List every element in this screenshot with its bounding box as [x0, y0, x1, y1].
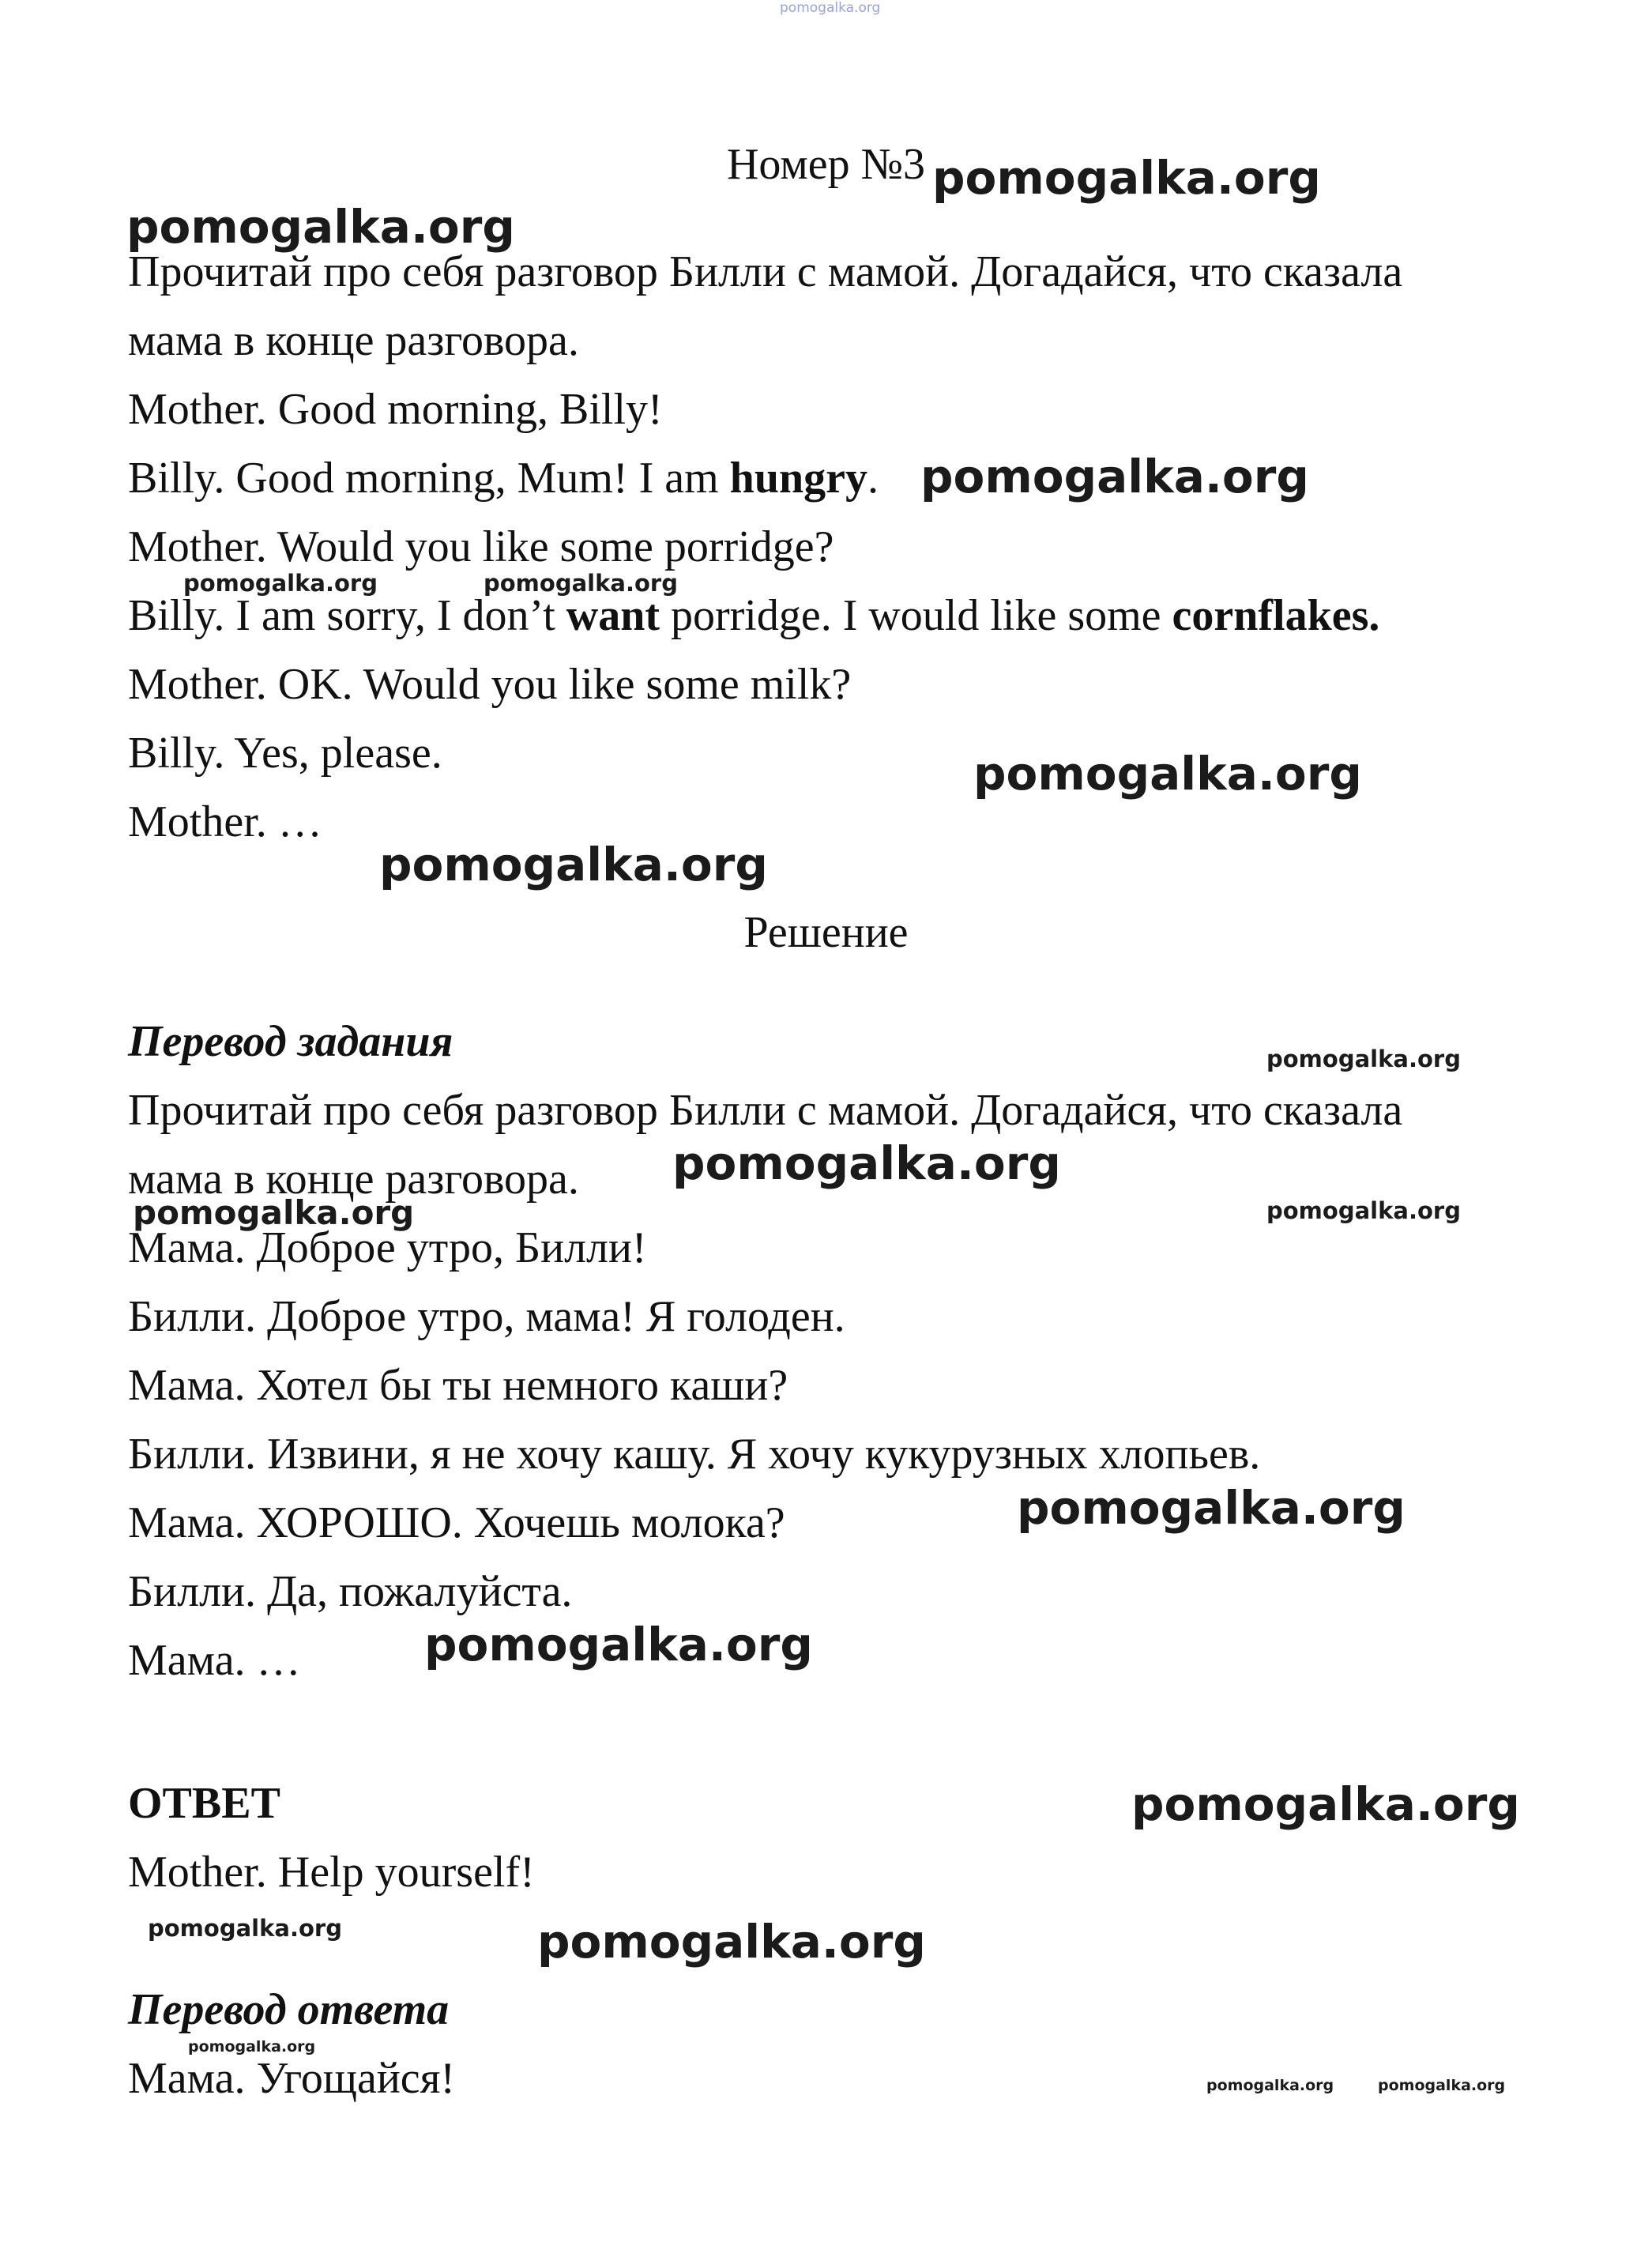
translation-heading: Перевод задания [128, 1017, 453, 1066]
translation-line-6: Билли. Да, пожалуйста. [128, 1567, 573, 1616]
dialogue-line-3: Mother. Would you like some porridge? [128, 522, 834, 571]
translation-instruction-line-2: мама в конце разговора. [128, 1155, 579, 1204]
translation-line-4: Билли. Извини, я не хочу кашу. Я хочу кукурузных хлопьев. [128, 1430, 1261, 1479]
watermark: pomogalka.org [932, 151, 1321, 205]
solution-label: Решение [743, 908, 909, 957]
watermark: pomogalka.org [183, 570, 378, 597]
watermark: pomogalka.org [188, 2038, 316, 2055]
bold-word-hungry: hungry [729, 454, 867, 503]
answer-heading: ОТВЕТ [128, 1779, 280, 1828]
watermark: pomogalka.org [424, 1618, 813, 1671]
watermark: pomogalka.org [672, 1136, 1061, 1190]
page-title: Номер №3 [726, 140, 926, 189]
watermark: pomogalka.org [1131, 1777, 1520, 1831]
dialogue-line-7: Mother. … [128, 797, 322, 846]
watermark: pomogalka.org [484, 570, 678, 597]
watermark: pomogalka.org [148, 1915, 342, 1942]
bold-word-cornflakes: cornflakes. [1172, 591, 1380, 640]
translation-line-5: Мама. ХОРОШО. Хочешь молока? [128, 1498, 785, 1547]
watermark: pomogalka.org [1266, 1197, 1461, 1224]
dialogue-line-2: Billy. Good morning, Mum! I am hungry. [128, 454, 879, 503]
dialogue-line-5: Mother. OK. Would you like some milk? [128, 660, 852, 709]
watermark: pomogalka.org [1206, 2077, 1334, 2094]
task-instruction-line-1: Прочитай про себя разговор Билли с мамой. Догадайся, что сказала [128, 247, 1403, 296]
translation-line-2: Билли. Доброе утро, мама! Я голоден. [128, 1292, 845, 1341]
translation-line-1: Мама. Доброе утро, Билли! [128, 1223, 647, 1272]
translation-line-7: Мама. … [128, 1636, 301, 1685]
answer-translation-text: Мама. Угощайся! [128, 2054, 456, 2103]
watermark: pomogalka.org [126, 200, 515, 254]
watermark: pomogalka.org [1266, 1046, 1461, 1072]
dialogue-line-1: Mother. Good morning, Billy! [128, 385, 663, 434]
watermark: pomogalka.org [133, 1193, 415, 1232]
watermark: pomogalka.org [379, 838, 768, 891]
translation-line-3: Мама. Хотел бы ты немного каши? [128, 1361, 788, 1410]
bold-word-want: want [566, 591, 660, 640]
watermark: pomogalka.org [1017, 1481, 1406, 1535]
translation-instruction-line-1: Прочитай про себя разговор Билли с мамой. Догадайся, что сказала [128, 1086, 1403, 1135]
watermark: pomogalka.org [920, 450, 1309, 503]
answer-text: Mother. Help yourself! [128, 1848, 535, 1897]
dialogue-line-4: Billy. I am sorry, I don’t want porridge. I would like some cornflakes. [128, 591, 1380, 640]
dialogue-line-6: Billy. Yes, please. [128, 729, 442, 778]
watermark: pomogalka.org [537, 1915, 926, 1969]
watermark-top: pomogalka.org [780, 0, 881, 16]
watermark: pomogalka.org [1378, 2077, 1506, 2094]
answer-translation-heading: Перевод ответа [128, 1985, 450, 2034]
task-instruction-line-2: мама в конце разговора. [128, 316, 579, 365]
watermark: pomogalka.org [973, 747, 1362, 801]
